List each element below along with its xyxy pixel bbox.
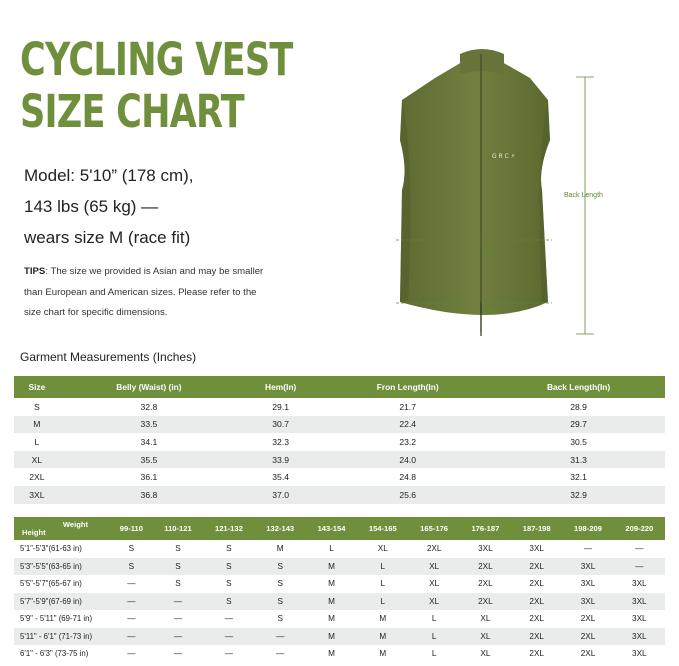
size-recommendation-cell: L [357, 558, 408, 576]
belly-cell: 36.8 [60, 486, 238, 504]
belly-cell: 32.8 [60, 398, 238, 416]
model-line-2: 143 lbs (65 kg) — [24, 197, 159, 216]
size-recommendation-cell: — [110, 610, 153, 628]
belly-cell: 34.1 [60, 433, 238, 451]
size-recommendation-cell: — [614, 540, 665, 558]
size-recommendation-cell: 3XL [562, 558, 613, 576]
size-recommendation-cell: S [255, 575, 306, 593]
size-recommendation-cell: 3XL [562, 593, 613, 611]
hem-label: Hem [484, 308, 499, 315]
size-cell: 2XL [14, 468, 60, 486]
table-row [14, 540, 665, 558]
size-recommendation-cell: 2XL [511, 645, 562, 663]
size-recommendation-cell: — [203, 628, 254, 646]
garment-header-row [14, 376, 665, 398]
size-recommendation-cell: XL [408, 558, 459, 576]
size-recommendation-cell: 2XL [408, 540, 459, 558]
size-recommendation-cell: M [357, 645, 408, 663]
size-recommendation-cell: 2XL [562, 610, 613, 628]
size-recommendation-cell: 2XL [511, 558, 562, 576]
size-recommendation-cell: 2XL [460, 593, 511, 611]
size-recommendation-cell: XL [357, 540, 408, 558]
size-recommendation-cell: — [153, 628, 204, 646]
size-cell: L [14, 433, 60, 451]
size-recommendation-cell: — [255, 628, 306, 646]
title-line-1: CYCLING VEST [20, 33, 293, 86]
size-recommendation-cell: — [110, 575, 153, 593]
size-cell: M [14, 416, 60, 434]
height-axis-label: Height [22, 528, 46, 537]
garment-header-size: Size [14, 376, 60, 398]
belly-cell: 35.5 [60, 451, 238, 469]
garment-header-hem: Hem(In) [238, 376, 323, 398]
size-cell: S [14, 398, 60, 416]
size-recommendation-cell: M [306, 610, 357, 628]
size-recommendation-cell: M [255, 540, 306, 558]
size-recommendation-cell: L [357, 575, 408, 593]
height-cell: 5'5"-5'7"(65-67 in) [14, 575, 110, 593]
weight-header: 176-187 [460, 517, 511, 540]
garment-section-label: Garment Measurements (Inches) [20, 350, 197, 364]
size-recommendation-cell: M [357, 628, 408, 646]
front-length-cell: 21.7 [323, 398, 492, 416]
table-row [14, 645, 665, 663]
weight-axis-label: Weight [62, 520, 88, 529]
hem-cell: 32.3 [238, 433, 323, 451]
fit-table-body [14, 540, 665, 663]
table-row [14, 468, 665, 486]
table-row [14, 398, 665, 416]
size-recommendation-cell: S [203, 575, 254, 593]
size-cell: 3XL [14, 486, 60, 504]
front-length-cell: 22.4 [323, 416, 492, 434]
size-recommendation-cell: XL [460, 628, 511, 646]
model-line-1: Model: 5'10” (178 cm), [24, 166, 194, 185]
tips-label: TIPS [24, 266, 46, 277]
table-row [14, 628, 665, 646]
size-recommendation-cell: 3XL [614, 645, 665, 663]
weight-header: 154-165 [357, 517, 408, 540]
table-row [14, 451, 665, 469]
page-title [20, 33, 293, 138]
tips-text: : The size we provided is Asian and may be smaller than European and American sizes. Please refer to the size chart for specific dimensions. [24, 266, 264, 318]
size-recommendation-cell: 2XL [460, 575, 511, 593]
front-length-cell: 24.8 [323, 468, 492, 486]
height-cell: 5'9" - 5'11" (69-71 in) [14, 610, 110, 628]
size-recommendation-cell: 3XL [614, 575, 665, 593]
table-row [14, 486, 665, 504]
size-recommendation-cell: XL [408, 593, 459, 611]
size-recommendation-cell: S [255, 558, 306, 576]
fit-header-row [14, 517, 665, 540]
size-recommendation-cell: XL [408, 575, 459, 593]
size-recommendation-cell: L [408, 628, 459, 646]
title-line-2: SIZE CHART [20, 85, 244, 138]
size-recommendation-cell: M [306, 575, 357, 593]
back-length-cell: 32.9 [492, 486, 665, 504]
height-cell: 5'11" - 6'1" (71-73 in) [14, 628, 110, 646]
back-length-cell: 30.5 [492, 433, 665, 451]
table-row [14, 610, 665, 628]
size-recommendation-cell: XL [460, 645, 511, 663]
size-recommendation-cell: 2XL [562, 645, 613, 663]
size-recommendation-cell: 2XL [460, 558, 511, 576]
fit-header-corner [14, 517, 110, 540]
weight-header: 99-110 [110, 517, 153, 540]
size-recommendation-cell: 3XL [614, 593, 665, 611]
size-recommendation-cell: S [203, 540, 254, 558]
weight-header: 110-121 [153, 517, 204, 540]
size-recommendation-cell: 2XL [511, 575, 562, 593]
model-info [24, 160, 194, 253]
tips-note [24, 262, 264, 324]
back-length-cell: 28.9 [492, 398, 665, 416]
back-length-cell: 31.3 [492, 451, 665, 469]
size-recommendation-cell: S [255, 593, 306, 611]
size-recommendation-cell: S [203, 593, 254, 611]
size-recommendation-cell: 3XL [614, 610, 665, 628]
table-row [14, 575, 665, 593]
front-length-cell: 23.2 [323, 433, 492, 451]
size-recommendation-cell: 3XL [460, 540, 511, 558]
size-recommendation-cell: S [110, 540, 153, 558]
back-length-cell: 32.1 [492, 468, 665, 486]
size-recommendation-cell: 2XL [511, 610, 562, 628]
garment-header-front-length: Fron Length(In) [323, 376, 492, 398]
garment-measurements-table [14, 376, 665, 504]
size-recommendation-cell: M [357, 610, 408, 628]
size-recommendation-cell: 3XL [614, 628, 665, 646]
size-recommendation-cell: M [306, 593, 357, 611]
size-recommendation-cell: — [562, 540, 613, 558]
height-cell: 5'7"-5'9"(67-69 in) [14, 593, 110, 611]
size-recommendation-cell: L [408, 610, 459, 628]
size-recommendation-cell: S [203, 558, 254, 576]
size-recommendation-cell: — [110, 593, 153, 611]
size-recommendation-cell: L [408, 645, 459, 663]
size-recommendation-cell: M [306, 645, 357, 663]
model-line-3: wears size M (race fit) [24, 228, 191, 247]
belly-cell: 33.5 [60, 416, 238, 434]
size-recommendation-cell: S [153, 540, 204, 558]
back-length-label: Back Length [564, 192, 603, 199]
weight-header: 143-154 [306, 517, 357, 540]
garment-header-belly: Belly (Waist) (in) [60, 376, 238, 398]
size-recommendation-cell: — [110, 645, 153, 663]
size-recommendation-cell: S [255, 610, 306, 628]
size-recommendation-cell: M [306, 558, 357, 576]
size-recommendation-cell: — [153, 610, 204, 628]
size-recommendation-cell: S [153, 575, 204, 593]
brand-logo: G R C ⚡ [492, 153, 515, 160]
size-recommendation-cell: — [203, 610, 254, 628]
size-recommendation-cell: M [306, 628, 357, 646]
size-recommendation-cell: S [110, 558, 153, 576]
size-recommendation-cell: 2XL [511, 593, 562, 611]
size-recommendation-cell: S [153, 558, 204, 576]
size-fit-table [14, 517, 665, 663]
table-row [14, 416, 665, 434]
back-length-cell: 29.7 [492, 416, 665, 434]
height-cell: 5'3"-5'5"(63-65 in) [14, 558, 110, 576]
weight-header: 165-176 [408, 517, 459, 540]
size-recommendation-cell: L [306, 540, 357, 558]
front-length-cell: 24.0 [323, 451, 492, 469]
table-row [14, 558, 665, 576]
size-recommendation-cell: — [153, 593, 204, 611]
table-row [14, 433, 665, 451]
vest-illustration [380, 40, 630, 345]
size-cell: XL [14, 451, 60, 469]
size-recommendation-cell: XL [460, 610, 511, 628]
weight-header: 198-209 [562, 517, 613, 540]
size-recommendation-cell: 2XL [562, 628, 613, 646]
size-recommendation-cell: — [203, 645, 254, 663]
hem-cell: 35.4 [238, 468, 323, 486]
hem-cell: 37.0 [238, 486, 323, 504]
size-recommendation-cell: — [614, 558, 665, 576]
hem-cell: 29.1 [238, 398, 323, 416]
size-recommendation-cell: — [110, 628, 153, 646]
size-recommendation-cell: — [255, 645, 306, 663]
weight-header: 187-198 [511, 517, 562, 540]
height-cell: 6'1" - 6'3" (73-75 in) [14, 645, 110, 663]
size-recommendation-cell: 2XL [511, 628, 562, 646]
size-recommendation-cell: — [153, 645, 204, 663]
hem-cell: 30.7 [238, 416, 323, 434]
height-cell: 5'1"-5'3"(61-63 in) [14, 540, 110, 558]
garment-header-back-length: Back Length(In) [492, 376, 665, 398]
waist-label: Waist [484, 249, 502, 256]
size-recommendation-cell: 3XL [511, 540, 562, 558]
hem-cell: 33.9 [238, 451, 323, 469]
weight-header: 132-143 [255, 517, 306, 540]
front-length-cell: 25.6 [323, 486, 492, 504]
size-recommendation-cell: L [357, 593, 408, 611]
belly-cell: 36.1 [60, 468, 238, 486]
weight-header: 121-132 [203, 517, 254, 540]
size-recommendation-cell: 3XL [562, 575, 613, 593]
weight-header: 209-220 [614, 517, 665, 540]
table-row [14, 593, 665, 611]
